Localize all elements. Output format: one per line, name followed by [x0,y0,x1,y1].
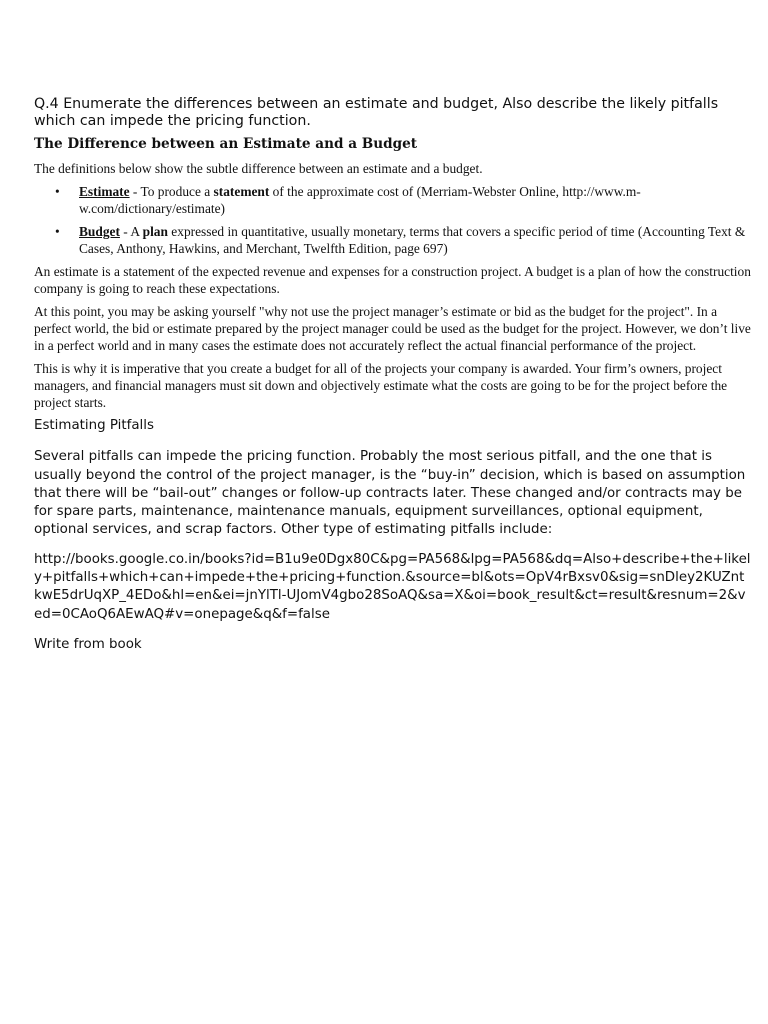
paragraph: An estimate is a statement of the expected revenue and expenses for a construction project. A budget is a plan of how the construction company is going to reach these expectations. [34,264,751,296]
definition-text: - A [119,224,143,239]
definition-text: - To produce a [129,184,214,199]
definition-list [34,183,752,257]
intro-text: The definitions below show the subtle difference between an estimate and a budget. [34,161,483,176]
definition-text: of the approximate cost of (Merriam-Webster Online, http://www.m-w.com/dictionary/estimate) [79,184,641,216]
bold-word: plan [142,224,168,239]
term-estimate: Estimate [79,184,130,199]
reference-link[interactable]: http://books.google.co.in/books?id=B1u9e0Dgx80C&pg=PA568&lpg=PA568&dq=Also+describe+the+likely+pitfalls+which+can+impede+the+pricing+function.&source=bl&ots=OpV4rBxsv0&sig=snDley2KUZntkwE5drUqXP_4EDo&hl=en&ei=jnYlTl-UJomV4gbo28SoAQ&sa=X&oi=book_result&ct=result&resnum=2&ved=0CAoQ6AEwAQ#v=onepage&q&f=false [34,551,751,622]
paragraph: At this point, you may be asking yourself "why not use the project manager’s estimate or bid as the budget for the project". In a perfect world, the bid or estimate prepared by the project manager could be used as the budget for the project. However, we don’t live in a perfect world and in many cases the estimate does not accurately reflect the actual financial performance of the project. [34,304,751,353]
list-item-budget [55,223,752,257]
pitfalls-paragraph: Several pitfalls can impede the pricing function. Probably the most serious pitfall, and the one that is usually beyond the control of the project manager, is the “buy-in” decision, which is based on assumption that there will be “bail-out” changes or follow-up contracts later. These changed and/or contracts may be for spare parts, maintenance, maintenance manuals, equipment surveillances, optional equipment, optional services, and scrap factors. Other type of estimating pitfalls include: [34,449,746,538]
question-text: Q.4 Enumerate the differences between an estimate and budget, Also describe the likely pitfalls which can impede the pricing function. [34,96,719,129]
paragraph: This is why it is imperative that you create a budget for all of the projects your company is awarded. Your firm’s owners, project managers, and financial managers must sit down and objectively estimate what the costs are going to be for the project before the project starts. [34,361,728,410]
subheading: Estimating Pitfalls [34,418,154,433]
bullet-icon: • [55,184,60,199]
bullet-icon: • [55,224,60,239]
document-page [34,96,752,654]
definition-text: expressed in quantitative, usually monetary, terms that covers a specific period of time (Accounting Text & Cases, Anthony, Hawkins, and Merchant, Twelfth Edition, page 697) [79,224,746,256]
section-heading: The Difference between an Estimate and a Budget [34,136,418,152]
footer-note: Write from book [34,636,142,652]
list-item-estimate [55,183,752,217]
term-budget: Budget [79,224,120,239]
bold-word: statement [213,184,270,199]
